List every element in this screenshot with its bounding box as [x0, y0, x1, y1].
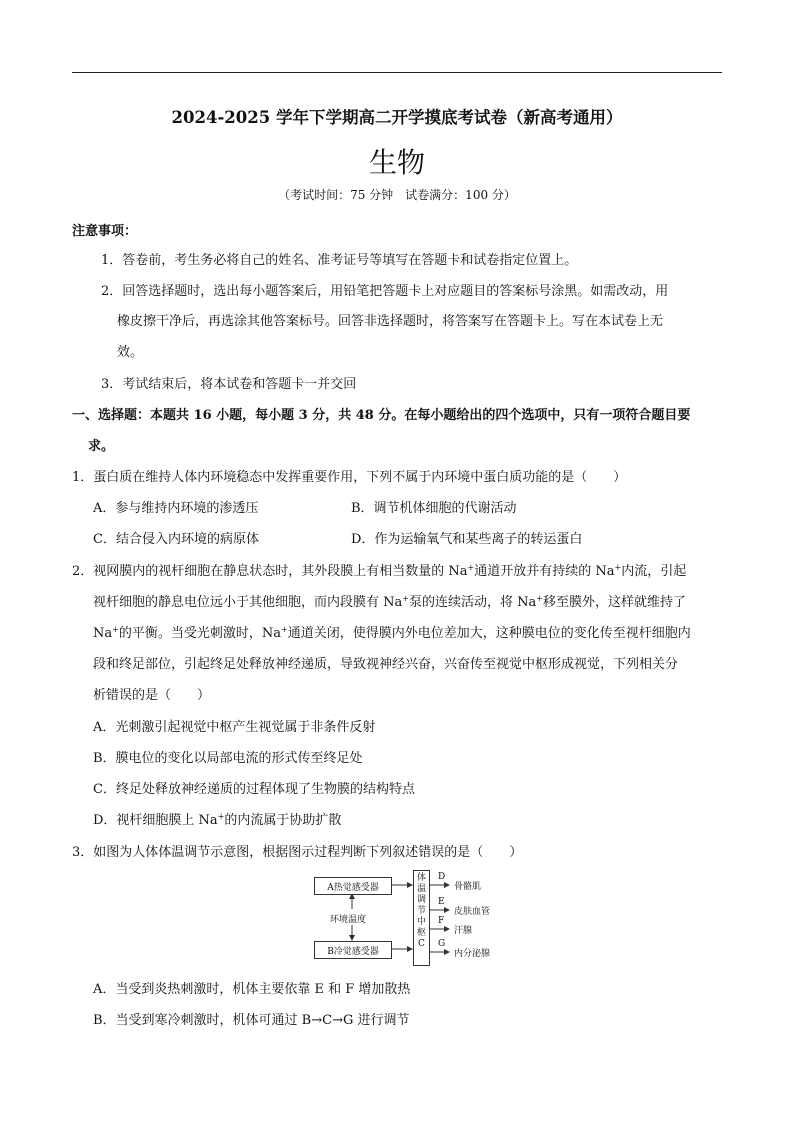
exam-title: 2024-2025 学年下学期高二开学摸底考试卷（新高考通用） [171, 108, 623, 127]
question-2-option-d: D．视杆细胞膜上 Na+的内流属于协助扩散 [93, 812, 342, 828]
question-1-option-d: D．作为运输氧气和某些离子的转运蛋白 [351, 532, 583, 547]
question-1-stem: 1．蛋白质在维持人体内环境稳态中发挥重要作用，下列不属于内环境中蛋白质功能的是（ ） [72, 470, 627, 485]
notice-heading: 注意事项： [72, 224, 138, 239]
question-3-stem: 3．如图为人体体温调节示意图，根据图示过程判断下列叙述错误的是（ ） [72, 845, 523, 860]
notice-item: 2．回答选择题时，选出每小题答案后，用铅笔把答题卡上对应题目的答案标号涂黑。如需改动，用 [101, 284, 669, 299]
label-e: E [438, 897, 445, 907]
label-d: D [438, 872, 446, 882]
question-3-option-b: B．当受到寒冷刺激时，机体可通过 B→C→G 进行调节 [93, 1013, 410, 1028]
question-2-option-c: C．终足处释放神经递质的过程体现了生物膜的结构特点 [93, 782, 415, 797]
cold-receptor-box: B冷觉感受器 [314, 941, 392, 959]
target-sweat-glands: 汗腺 [454, 926, 473, 936]
target-skin-vessels: 皮肤血管 [454, 907, 491, 917]
notice-item: 1．答卷前，考生务必将自己的姓名、准考证号等填写在答题卡和试卷指定位置上。 [101, 253, 578, 268]
question-1-option-b: B．调节机体细胞的代谢活动 [351, 501, 517, 516]
heat-receptor-box: A热觉感受器 [314, 877, 392, 895]
section-heading: 一、选择题：本题共 16 小题，每小题 3 分，共 48 分。在每小题给出的四个选项中，只有一项符合题目要 [72, 408, 691, 423]
target-skeletal-muscle: 骨骼肌 [454, 882, 482, 892]
question-1-option-c: C．结合侵入内环境的病原体 [93, 532, 259, 547]
question-2-option-b: B．膜电位的变化以局部电流的形式传至终足处 [93, 751, 363, 766]
target-endocrine-glands: 内分泌腺 [454, 949, 491, 959]
question-2-stem-line: 2．视网膜内的视杆细胞在静息状态时，其外段膜上有相当数量的 Na+通道开放并有持续的 Na+内流，引起 [72, 563, 687, 579]
question-2-stem-line: Na+的平衡。当受光刺激时，Na+通道关闭，使得膜内外电位差加大，这种膜电位的变化传至视杆细胞内 [93, 625, 691, 641]
subject-title: 生物 [368, 146, 425, 179]
notice-item: 橡皮擦干净后，再选涂其他答案标号。回答非选择题时，将答案写在答题卡上。写在本试卷上无 [117, 314, 664, 329]
question-3-option-a: A．当受到炎热刺激时，机体主要依靠 E 和 F 增加散热 [93, 982, 411, 997]
notice-item: 效。 [117, 345, 144, 360]
section-heading-cont: 求。 [88, 439, 115, 454]
thermoregulation-diagram [312, 867, 512, 967]
question-2-stem-line: 析错误的是（ ） [93, 688, 211, 703]
thermoregulation-center-box: 体 温 调 节 中 枢 C [413, 870, 430, 966]
top-rule [72, 72, 722, 73]
environment-temperature-label: 环境温度 [330, 915, 367, 925]
question-2-stem-line: 段和终足部位，引起终足处释放神经递质，导致视神经兴奋，兴奋传至视觉中枢形成视觉，下列相关分 [93, 657, 679, 672]
question-2-stem-line: 视杆细胞的静息电位远小于其他细胞，而内段膜有 Na+泵的连续活动，将 Na+移至膜外，这样就维持了 [93, 594, 686, 610]
label-g: G [438, 939, 446, 949]
question-2-option-a: A．光刺激引起视觉中枢产生视觉属于非条件反射 [93, 720, 376, 735]
label-f: F [438, 916, 445, 926]
notice-item: 3．考试结束后，将本试卷和答题卡一并交回 [101, 377, 357, 392]
question-1-option-a: A．参与维持内环境的渗透压 [93, 501, 259, 516]
exam-info: （考试时间：75 分钟 试卷满分：100 分） [278, 188, 516, 202]
